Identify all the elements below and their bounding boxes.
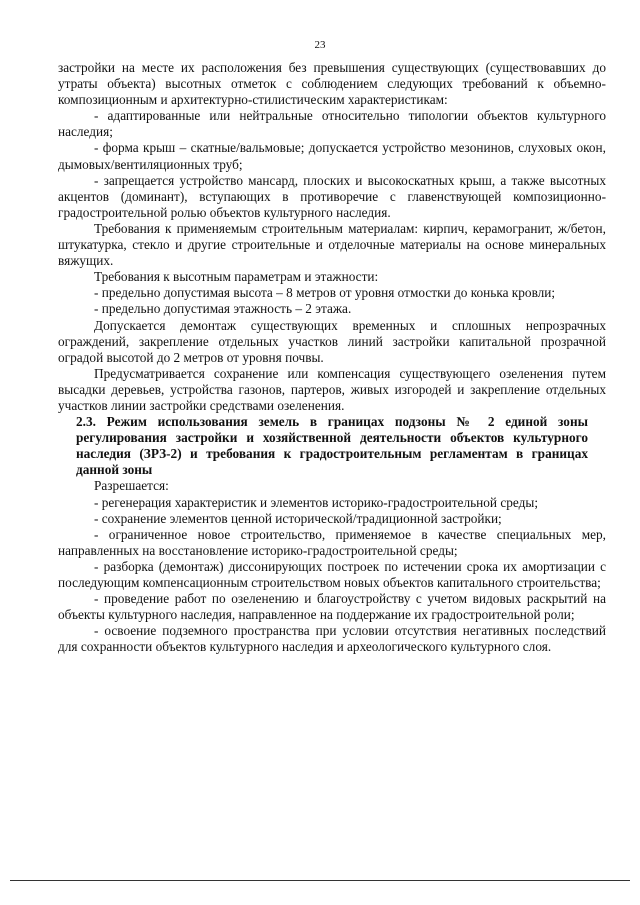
- list-item: - ограниченное новое строительство, применяемое в качестве специальных мер, направленных на восстановление историко-градостроительной среды;: [58, 526, 606, 558]
- list-item: - проведение работ по озеленению и благоустройству с учетом видовых раскрытий на объекты культурного наследия, направленное на поддержание их градостроительной роли;: [58, 591, 606, 623]
- page-body: [58, 60, 606, 655]
- paragraph: Требования к высотным параметрам и этажности:: [94, 269, 379, 285]
- list-item: - предельно допустимая этажность – 2 этажа.: [94, 301, 352, 317]
- page-number: 23: [314, 39, 326, 51]
- paragraph: Допускается демонтаж существующих временных и сплошных непрозрачных ограждений, закрепление отдельных участков линий застройки капитальной прозрачной оградой высотой до 2 метров от уровня почвы.: [58, 317, 606, 365]
- section-heading: 2.3. Режим использования земель в границах подзоны № 2 единой зоны регулирования застройки и хозяйственной деятельности объектов культурного наследия (ЗРЗ-2) и требования к градостроительным регламентам в границах данной зоны: [76, 414, 588, 478]
- list-item: - запрещается устройство мансард, плоских и высокоскатных крыш, а также высотных акцентов (доминант), вступающих в противоречие с главенствующей композиционно-градостроительной ролью объектов культурного наследия.: [58, 172, 606, 220]
- footer-divider: [10, 880, 630, 881]
- list-item: - адаптированные или нейтральные относительно типологии объектов культурного наследия;: [58, 108, 606, 140]
- list-item: - сохранение элементов ценной исторической/традиционной застройки;: [94, 510, 502, 526]
- paragraph: Разрешается:: [94, 478, 169, 494]
- paragraph: Предусматривается сохранение или компенсация существующего озеленения путем высадки деревьев, устройства газонов, партеров, живых изгородей и закрепление отдельных участков линии застройки средствами озеленения.: [58, 365, 606, 413]
- list-item: - форма крыш – скатные/вальмовые; допускается устройство мезонинов, слуховых окон, дымовых/вентиляционных труб;: [58, 140, 606, 172]
- list-item: - предельно допустимая высота – 8 метров от уровня отмостки до конька кровли;: [94, 285, 556, 301]
- paragraph: застройки на месте их расположения без превышения существующих (существовавших до утраты объекта) высотных отметок с соблюдением следующих требований к объемно-композиционным и архитектурно-стилистическим характеристикам:: [58, 60, 606, 108]
- list-item: - регенерация характеристик и элементов историко-градостроительной среды;: [94, 494, 539, 510]
- paragraph: Требования к применяемым строительным материалам: кирпич, керамогранит, ж/бетон, штукатурка, стекло и другие строительные и отделочные материалы на основе минеральных вяжущих.: [58, 220, 606, 269]
- list-item: - разборка (демонтаж) диссонирующих построек по истечении срока их амортизации с последующим компенсационным строительством новых объектов капитального строительства;: [58, 558, 606, 590]
- list-item: - освоение подземного пространства при условии отсутствия негативных последствий для сохранности объектов культурного наследия и археологического культурного слоя.: [58, 623, 606, 655]
